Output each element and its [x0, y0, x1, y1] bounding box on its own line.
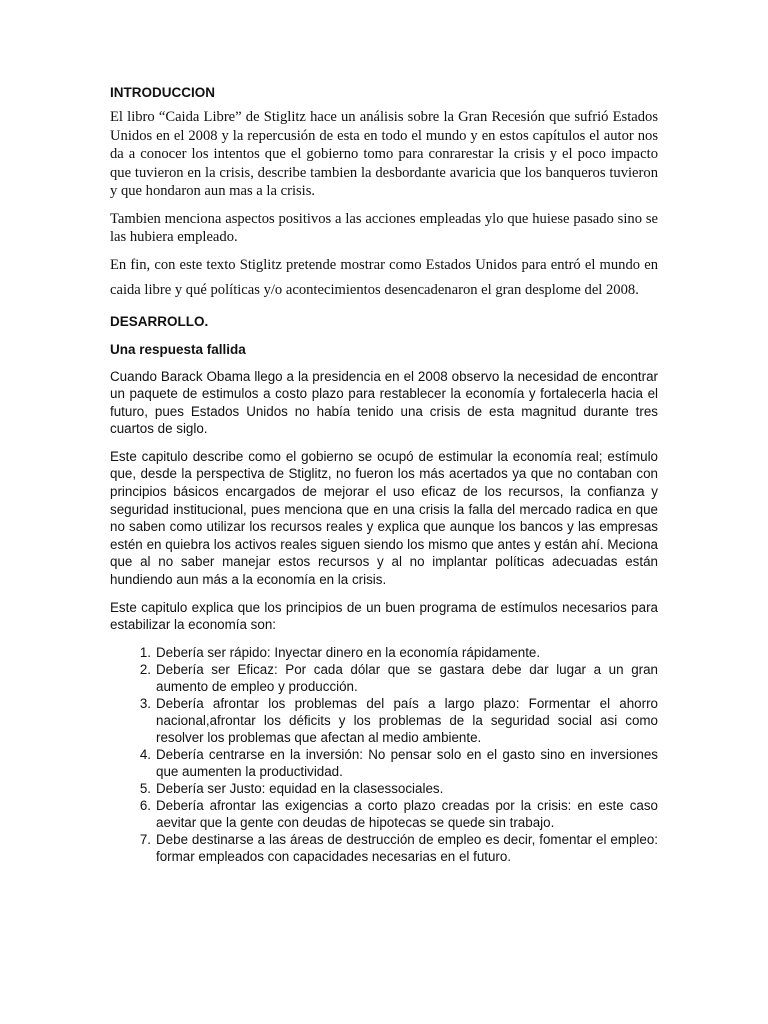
principles-list [110, 644, 658, 865]
list-item [139, 746, 658, 780]
list-item [139, 695, 658, 746]
list-item-text: Debería ser Justo: equidad en la clasessociales. [156, 780, 444, 796]
desarrollo-paragraph-2: Este capitulo describe como el gobierno se ocupó de estimular la economía real; estímulo que, desde la perspectiva de Stiglitz, no fueron los más acertados ya que no contaban con principios básicos encargados de mejorar el uso eficaz de los recursos, la confianza y seguridad institucional, pues menciona que en una crisis la falla del mercado radica en que no saben como utilizar los recursos reales y explica que aunque los bancos y las empresas estén en quiebra los activos reales siguen siendo los mismo que antes y están ahí. Meciona que al no saber manejar estos recursos y al no implantar políticas adecuadas están hundiendo aun más a la economía en la crisis. [110, 448, 658, 588]
list-item-number: 4. [139, 746, 151, 762]
list-item-number: 2. [139, 661, 151, 677]
section-subheading: Una respuesta fallida [110, 341, 246, 357]
list-item-text: Debe destinarse a las áreas de destrucción de empleo es decir, fomentar el empleo: formar empleados con capacidades necesarias en el futuro. [156, 831, 658, 864]
list-item [139, 780, 658, 797]
desarrollo-heading: DESARROLLO. [110, 313, 209, 329]
list-item-number: 5. [139, 780, 151, 796]
list-item-number: 3. [139, 695, 151, 711]
intro-paragraph-3: En fin, con este texto Stiglitz pretende mostrar como Estados Unidos para entró el mundo en caida libre y qué políticas y/o acontecimientos desencadenaron el gran desplome del 2008. [110, 256, 658, 298]
intro-heading: INTRODUCCION [110, 85, 215, 100]
list-item-number: 1. [139, 644, 151, 660]
list-item [139, 797, 658, 831]
list-item-number: 7. [139, 831, 151, 847]
list-item-number: 6. [139, 797, 151, 813]
list-item-text: Debería ser rápido: Inyectar dinero en la economía rápidamente. [156, 644, 541, 660]
list-item [139, 644, 658, 661]
intro-paragraph-1: El libro “Caida Libre” de Stiglitz hace un análisis sobre la Gran Recesión que sufrió Estados Unidos en el 2008 y la repercusión de esta en todo el mundo y en estos capítulos el autor nos da a conocer los intentos que el gobierno tomo para conrarestar la crisis y el poco impacto que tuvieron en la crisis, describe tambien la desbordante avaricia que los banqueros tuvieron y que hondaron aun mas a la crisis. [110, 109, 658, 199]
desarrollo-paragraph-3: Este capitulo explica que los principios de un buen programa de estímulos necesarios para estabilizar la economía son: [110, 599, 658, 633]
list-item-text: Debería ser Eficaz: Por cada dólar que se gastara debe dar lugar a un gran aumento de empleo y producción. [156, 661, 658, 694]
list-item-text: Debería afrontar los problemas del país a largo plazo: Formentar el ahorro nacional,afrontar los déficits y los problemas de la seguridad social asi como resolver los problemas que afectan al medio ambiente. [156, 695, 658, 745]
list-item-text: Debería centrarse en la inversión: No pensar solo en el gasto sino en inversiones que aumenten la productividad. [156, 746, 658, 779]
intro-paragraph-2: Tambien menciona aspectos positivos a las acciones empleadas ylo que huiese pasado sino se las hubiera empleado. [110, 210, 658, 245]
list-item [139, 831, 658, 865]
desarrollo-paragraph-1: Cuando Barack Obama llego a la presidencia en el 2008 observo la necesidad de encontrar un paquete de estimulos a costo plazo para restablecer la economía y fortalecerla hacia el futuro, pues Estados Unidos no había tenido una crisis de esta magnitud durante tres cuartos de siglo. [110, 368, 658, 437]
list-item-text: Debería afrontar las exigencias a corto plazo creadas por la crisis: en este caso aevitar que la gente con deudas de hipotecas se quede sin trabajo. [156, 797, 658, 830]
document-page [110, 84, 658, 865]
list-item [139, 661, 658, 695]
